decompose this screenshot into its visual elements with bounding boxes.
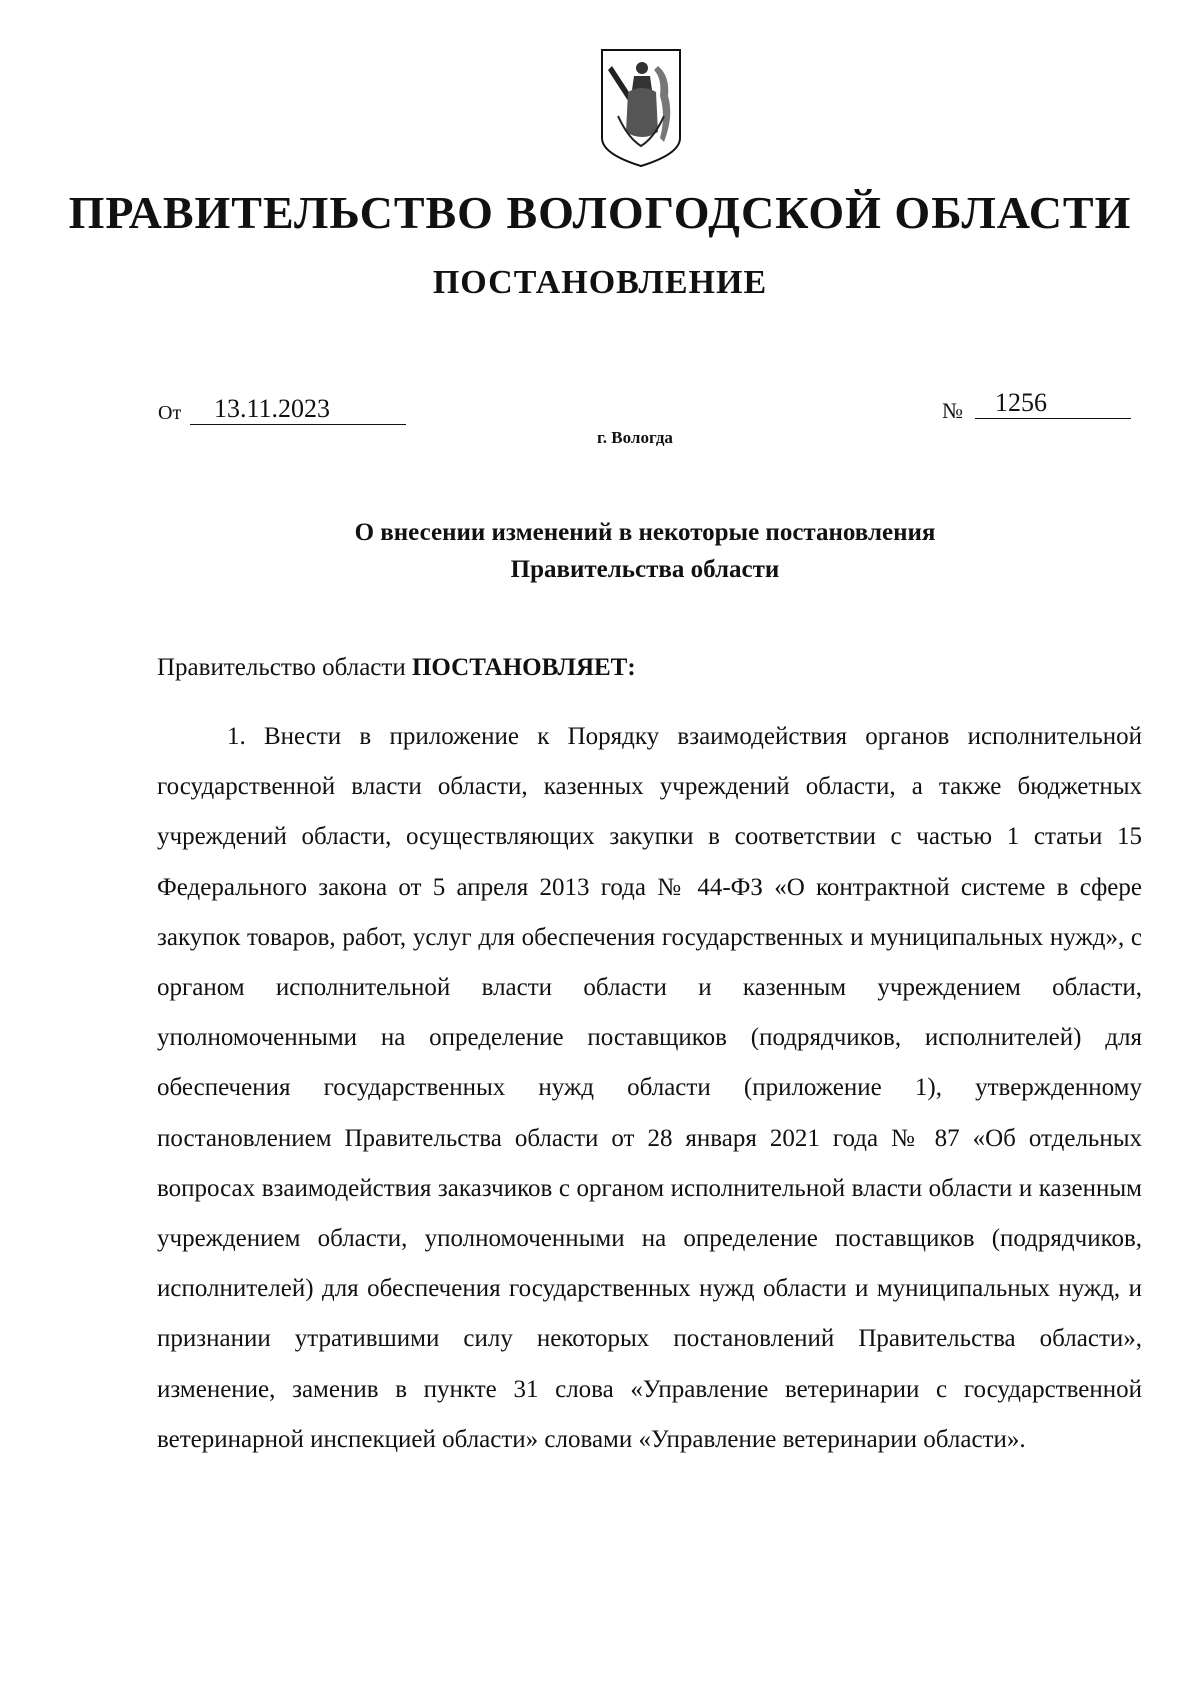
decree-statement: [157, 654, 636, 682]
decree-prefix: Правительство области: [157, 654, 412, 681]
subject-line-2: Правительства области: [510, 556, 780, 583]
document-type: ПОСТАНОВЛЕНИЕ: [432, 264, 768, 301]
city-label: г. Вологда: [597, 428, 673, 447]
organization-title: ПРАВИТЕЛЬСТВО ВОЛОГОДСКОЙ ОБЛАСТИ: [68, 187, 1132, 238]
coat-of-arms-icon: [598, 46, 684, 170]
document-subject: [0, 514, 1200, 588]
document-number: 1256: [975, 388, 1131, 419]
paragraph-1: 1. Внести в приложение к Порядку взаимодействия органов исполнительной государственной власти области, казенных учреждений области, а также бюджетных учреждений области, осуществляющих закупки в соответствии с частью 1 статьи 15 Федерального закона от 5 апреля 2013 года № 44-ФЗ «О контрактной системе в сфере закупок товаров, работ, услуг для обеспечения государственных и муниципальных нужд», с органом исполнительной власти области и казенным учреждением области, уполномоченными на определение поставщиков (подрядчиков, исполнителей) для обеспечения государственных нужд области (приложение 1), утвержденному постановлением Правительства области от 28 января 2021 года № 87 «Об отдельных вопросах взаимодействия заказчиков с органом исполнительной власти области и казенным учреждением области, уполномоченными на определение поставщиков (подрядчиков, исполнителей) для обеспечения государственных нужд области и муниципальных нужд, и признании утратившими силу некоторых постановлений Правительства области», изменение, заменив в пункте 31 слова «Управление ветеринарии с государственной ветеринарной инспекцией области» словами «Управление ветеринарии области».: [157, 723, 1142, 1453]
document-date: 13.11.2023: [190, 394, 406, 425]
date-prefix: От: [158, 402, 182, 424]
number-prefix: №: [942, 398, 963, 423]
subject-line-1: О внесении изменений в некоторые постановления: [354, 519, 936, 546]
decree-word: ПОСТАНОВЛЯЕТ:: [411, 654, 636, 681]
